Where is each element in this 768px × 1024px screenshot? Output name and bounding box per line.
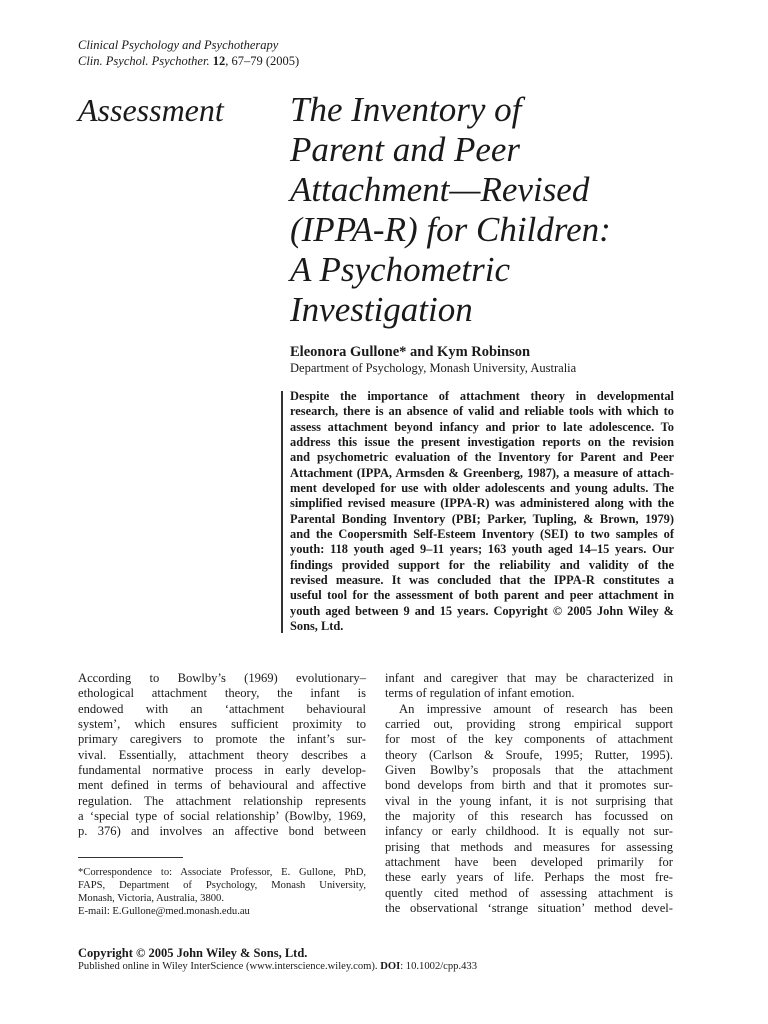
- body-line: a ‘special type of social relationship’ (Bowlby, 1969,: [78, 809, 366, 824]
- abstract-line: and the Coopersmith Self-Esteem Inventory (SEI) to two samples of: [290, 527, 674, 542]
- body-column-right: [385, 671, 673, 917]
- journal-abbrev: Clin. Psychol. Psychother.: [78, 54, 210, 68]
- abstract: [290, 389, 674, 635]
- body-line: these early years of life. Perhaps the most fre-: [385, 870, 673, 885]
- publication-text: Published online in Wiley InterScience (www.interscience.wiley.com).: [78, 961, 381, 972]
- footnote-line: Monash, Victoria, Australia, 3800.: [78, 893, 224, 904]
- body-line: infancy or early childhood. It is equally not sur-: [385, 824, 673, 839]
- abstract-line: ment developed for use with older adolescents and young adults. The: [290, 481, 674, 496]
- authors: Eleonora Gullone* and Kym Robinson: [290, 344, 531, 360]
- title-line: Attachment—Revised: [290, 170, 590, 209]
- body-line: the observational ‘strange situation’ method devel-: [385, 901, 673, 916]
- footnote-email[interactable]: E-mail: E.Gullone@med.monash.edu.au: [78, 906, 250, 917]
- body-line: system’, which ensures sufficient proximity to: [78, 717, 366, 732]
- abstract-line: findings provided support for the reliability and validity of the: [290, 557, 674, 572]
- abstract-line: youth: 118 youth aged 9–11 years; 163 youth aged 14–15 years. Our: [290, 542, 674, 557]
- body-line: vival in the young infant, it is not surprising that: [385, 793, 673, 808]
- body-line: quently cited method of assessing attachment is: [385, 885, 673, 900]
- abstract-line: address this issue the present investigation reports on the revision: [290, 435, 674, 450]
- footnote-rule: [78, 857, 183, 858]
- title-line: Parent and Peer: [290, 130, 521, 169]
- body-line: ment defined in terms of behavioural and affective: [78, 778, 366, 793]
- body-line: primary caregivers to promote the infant’s sur-: [78, 732, 366, 747]
- abstract-line: simplified revised measure (IPPA-R) was administered along with the: [290, 496, 674, 511]
- body-line: ethological attachment theory, the infant is: [78, 686, 366, 701]
- journal-name: Clinical Psychology and Psychotherapy: [78, 38, 279, 52]
- copyright-notice: Copyright © 2005 John Wiley & Sons, Ltd.: [78, 946, 308, 960]
- title-line: Investigation: [290, 290, 473, 329]
- abstract-line: revised measure. It was concluded that the IPPA-R constitutes a: [290, 573, 674, 588]
- abstract-rule: [281, 391, 283, 633]
- abstract-line: youth aged between 9 and 15 years. Copyright © 2005 John Wiley &: [290, 603, 674, 618]
- title-line: The Inventory of: [290, 90, 522, 129]
- body-line: theory (Carlson & Sroufe, 1995; Rutter, 1995).: [385, 747, 673, 762]
- body-line: the majority of this research has focussed on: [385, 809, 673, 824]
- body-line: An impressive amount of research has been: [399, 701, 673, 716]
- abstract-line: useful tool for the assessment of both parent and peer attachment in: [290, 588, 674, 603]
- body-line: Given Bowlby’s proposals that the attachment: [385, 763, 673, 778]
- footnote-line: *Correspondence to: Associate Professor, E. Gullone, PhD,: [78, 867, 366, 878]
- body-line: fundamental normative process in early develop-: [78, 763, 366, 778]
- body-line: prising that methods and measures for assessing: [385, 839, 673, 854]
- abstract-line: research, there is an absence of valid and reliable tools with which to: [290, 404, 674, 419]
- body-line: for most of the key components of attachment: [385, 732, 673, 747]
- footnote: [78, 866, 366, 918]
- body-line: infant and caregiver that may be characterized in: [385, 671, 673, 685]
- abstract-line: and psychometric evaluation of the Inventory for Parent and Peer: [290, 450, 674, 465]
- abstract-line: Attachment (IPPA, Armsden & Greenberg, 1987), a measure of attach-: [290, 465, 674, 480]
- body-line: attachment have been developed primarily for: [385, 855, 673, 870]
- journal-citation: [78, 53, 478, 69]
- body-line: regulation. The attachment relationship represents: [78, 793, 366, 808]
- body-line: carried out, providing strong empirical support: [385, 717, 673, 732]
- body-line: bond develops from birth and that it promotes sur-: [385, 778, 673, 793]
- body-line: p. 376) and involves an affective bond between: [78, 824, 366, 839]
- body-line: terms of regulation of infant emotion.: [385, 686, 575, 701]
- journal-pages-year: , 67–79 (2005): [225, 54, 300, 68]
- article-title: [290, 90, 750, 330]
- title-line: (IPPA-R) for Children:: [290, 210, 611, 249]
- body-line: endowed with an ‘attachment behavioural: [78, 701, 366, 716]
- doi-label: DOI: [380, 961, 401, 972]
- journal-volume: 12: [212, 54, 226, 68]
- doi-value[interactable]: : 10.1002/cpp.433: [400, 961, 478, 972]
- body-column-left: [78, 671, 366, 840]
- section-label: Assessment: [78, 92, 224, 128]
- journal-header: [78, 37, 478, 69]
- abstract-line: Despite the importance of attachment theory in developmental: [290, 389, 674, 403]
- body-line: vival. Essentially, attachment theory describes a: [78, 747, 366, 762]
- abstract-line: assess attachment beyond infancy and prior to late adolescence. To: [290, 419, 674, 434]
- abstract-line: Parental Bonding Inventory (PBI; Parker, Tupling, & Brown, 1979): [290, 511, 674, 526]
- body-line: According to Bowlby’s (1969) evolutionary–: [78, 671, 366, 685]
- publication-info: [78, 961, 477, 972]
- title-line: A Psychometric: [290, 250, 510, 289]
- abstract-line: Sons, Ltd.: [290, 619, 344, 634]
- footnote-line: FAPS, Department of Psychology, Monash University,: [78, 880, 366, 891]
- affiliation: Department of Psychology, Monash University, Australia: [290, 361, 577, 375]
